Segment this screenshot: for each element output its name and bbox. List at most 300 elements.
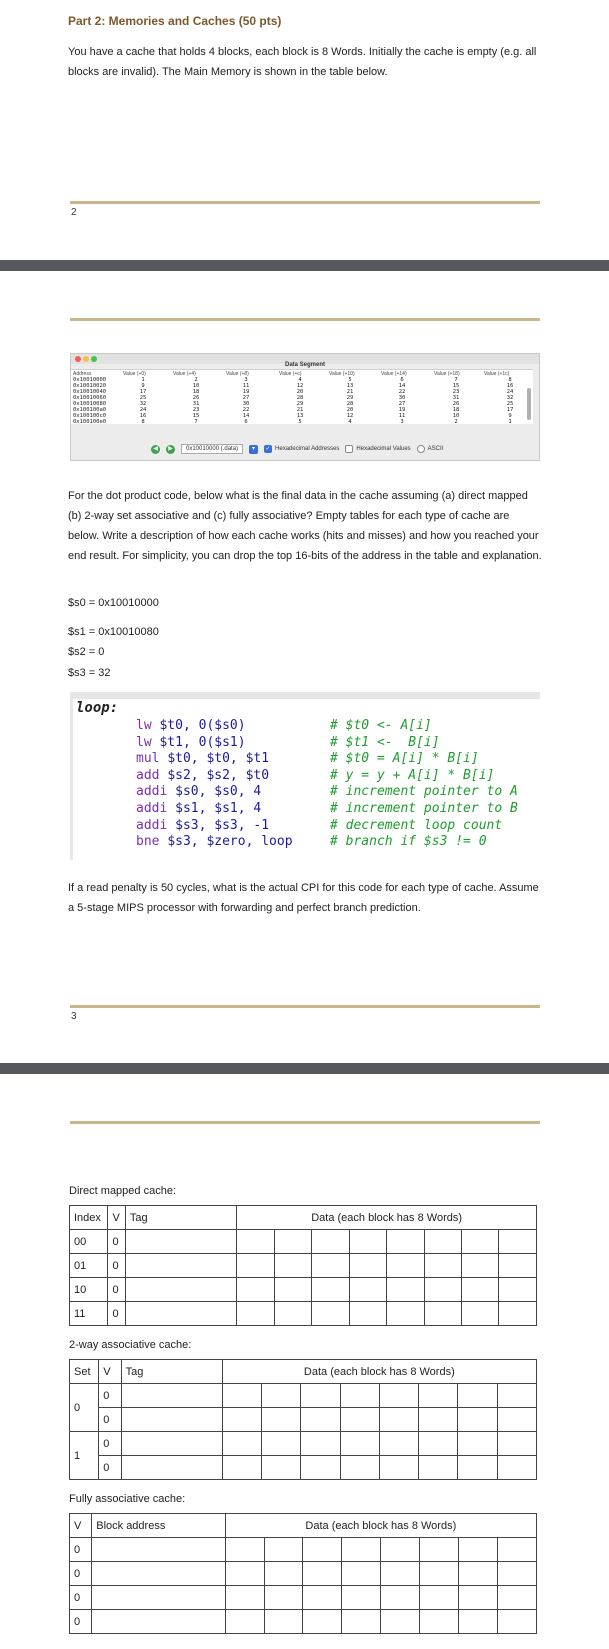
data-word-cell[interactable] bbox=[458, 1384, 497, 1408]
data-word-cell[interactable] bbox=[261, 1384, 300, 1408]
code-comment: # branch if $s3 != 0 bbox=[330, 834, 487, 850]
memory-value: 20 bbox=[296, 389, 304, 395]
memory-value: 19 bbox=[242, 389, 250, 395]
memory-value: 30 bbox=[398, 395, 406, 401]
tag-cell[interactable] bbox=[121, 1408, 222, 1432]
memory-value: 21 bbox=[346, 389, 354, 395]
memory-address: 0x10010040 bbox=[73, 389, 107, 395]
page-footer-rule bbox=[70, 201, 540, 204]
data-word-cell[interactable] bbox=[424, 1278, 461, 1302]
header-valid: V bbox=[99, 1360, 121, 1384]
data-word-cell[interactable] bbox=[237, 1278, 274, 1302]
memory-value: 18 bbox=[192, 389, 200, 395]
memory-value: 21 bbox=[296, 407, 304, 413]
table-row bbox=[70, 1538, 537, 1562]
memory-value: 31 bbox=[192, 401, 200, 407]
valid-cell[interactable]: 0 bbox=[99, 1384, 121, 1408]
code-line bbox=[136, 818, 269, 833]
page-footer-rule-2 bbox=[70, 1005, 540, 1008]
code-comment: # $t0 = A[i] * B[i] bbox=[330, 751, 479, 767]
data-word-cell[interactable] bbox=[459, 1610, 498, 1634]
memory-value: 32 bbox=[506, 395, 514, 401]
code-line bbox=[136, 784, 261, 799]
memory-value: 22 bbox=[398, 389, 406, 395]
memory-value: 29 bbox=[296, 401, 304, 407]
valid-cell[interactable]: 0 bbox=[99, 1456, 121, 1480]
memory-value: 17 bbox=[139, 389, 147, 395]
data-word-cell[interactable] bbox=[459, 1586, 498, 1610]
memory-address: 0x10010020 bbox=[73, 383, 107, 389]
data-word-cell[interactable] bbox=[342, 1610, 381, 1634]
data-word-cell[interactable] bbox=[274, 1302, 311, 1326]
memory-value: 14 bbox=[242, 413, 250, 419]
data-word-cell[interactable] bbox=[301, 1432, 340, 1456]
memory-value: 27 bbox=[398, 401, 406, 407]
code-line bbox=[136, 801, 261, 816]
direct-mapped-table bbox=[69, 1205, 537, 1326]
memory-value: 15 bbox=[452, 383, 460, 389]
direct-mapped-caption: Direct mapped cache: bbox=[69, 1185, 176, 1197]
two-way-caption: 2-way associative cache: bbox=[69, 1339, 192, 1351]
register-s1: $s1 = 0x10010080 bbox=[68, 626, 159, 638]
instruction-operands: $s3, $s3, -1 bbox=[175, 817, 270, 833]
data-word-cell[interactable] bbox=[458, 1408, 497, 1432]
data-word-cell[interactable] bbox=[387, 1230, 424, 1254]
table-row bbox=[70, 1408, 537, 1432]
ascii-radio[interactable] bbox=[417, 445, 425, 453]
code-line bbox=[136, 834, 293, 849]
valid-cell[interactable]: 0 bbox=[70, 1562, 92, 1586]
data-word-cell[interactable] bbox=[340, 1384, 379, 1408]
instruction-operands: $s2, $s2, $t0 bbox=[167, 767, 270, 783]
data-word-cell[interactable] bbox=[274, 1230, 311, 1254]
valid-cell[interactable]: 0 bbox=[108, 1230, 125, 1254]
data-word-cell[interactable] bbox=[312, 1230, 349, 1254]
memory-value: 29 bbox=[346, 395, 354, 401]
page-header-rule bbox=[70, 318, 540, 321]
data-word-cell[interactable] bbox=[274, 1278, 311, 1302]
memory-value: 31 bbox=[452, 395, 460, 401]
valid-cell[interactable]: 0 bbox=[70, 1538, 92, 1562]
tag-cell[interactable] bbox=[125, 1230, 236, 1254]
ascii-label: ASCII bbox=[427, 446, 444, 452]
hex-values-checkbox[interactable] bbox=[345, 445, 353, 453]
valid-cell[interactable]: 0 bbox=[99, 1432, 121, 1456]
data-word-cell[interactable] bbox=[381, 1586, 420, 1610]
data-word-cell[interactable] bbox=[379, 1408, 418, 1432]
instruction-operands: $s0, $s0, 4 bbox=[175, 784, 262, 800]
memory-value: 3 bbox=[400, 419, 404, 425]
data-word-cell[interactable] bbox=[225, 1538, 264, 1562]
data-word-cell[interactable] bbox=[301, 1384, 340, 1408]
memory-value: 23 bbox=[192, 407, 200, 413]
data-word-cell[interactable] bbox=[461, 1278, 498, 1302]
memory-value: 7 bbox=[454, 377, 458, 383]
tag-cell[interactable] bbox=[125, 1254, 236, 1278]
intro-paragraph: You have a cache that holds 4 blocks, each block is 8 Words. Initially the cache is empty (e.g. all blocks are invalid). The Main Memory is shown in the table below. bbox=[68, 46, 537, 78]
data-word-cell[interactable] bbox=[379, 1384, 418, 1408]
table-row bbox=[70, 1278, 537, 1302]
page-header-rule-2 bbox=[70, 1121, 540, 1124]
data-word-cell[interactable] bbox=[312, 1278, 349, 1302]
valid-cell[interactable]: 0 bbox=[70, 1586, 92, 1610]
column-header[interactable]: Value (+c) bbox=[279, 371, 302, 377]
column-header[interactable]: Address bbox=[73, 371, 92, 377]
page-number-3: 3 bbox=[71, 1011, 77, 1022]
data-word-cell[interactable] bbox=[301, 1408, 340, 1432]
memory-value: 27 bbox=[242, 395, 250, 401]
memory-value: 13 bbox=[346, 383, 354, 389]
block-address-cell[interactable] bbox=[92, 1562, 225, 1586]
table-row bbox=[70, 1610, 537, 1634]
code-comment: # y = y + A[i] * B[i] bbox=[330, 767, 495, 783]
memory-value: 17 bbox=[506, 407, 514, 413]
cpi-question: If a read penalty is 50 cycles, what is the actual CPI for this code for each type of cache. Assume a 5-stage MIPS processor with forwarding and perfect branch prediction. bbox=[68, 882, 539, 914]
data-word-cell[interactable] bbox=[237, 1230, 274, 1254]
instruction-operands: $t0, 0($s0) bbox=[159, 718, 246, 733]
header-valid: V bbox=[108, 1206, 125, 1230]
instruction-operands: $t0, $t0, $t1 bbox=[167, 751, 270, 767]
table-row bbox=[70, 1456, 537, 1480]
memory-value: 25 bbox=[139, 395, 147, 401]
hex-addresses-checkbox[interactable]: ✓ bbox=[265, 446, 271, 452]
memory-value: 16 bbox=[506, 383, 514, 389]
instruction-opcode: addi bbox=[136, 817, 168, 833]
segment-select[interactable]: 0x10010000 (.data) bbox=[181, 444, 243, 454]
fully-assoc-caption: Fully associative cache: bbox=[69, 1493, 186, 1505]
index-cell: 11 bbox=[70, 1302, 108, 1326]
data-word-cell[interactable] bbox=[420, 1586, 459, 1610]
data-word-cell[interactable] bbox=[342, 1586, 381, 1610]
data-word-cell[interactable] bbox=[379, 1456, 418, 1480]
data-word-cell[interactable] bbox=[303, 1538, 342, 1562]
data-word-cell[interactable] bbox=[499, 1230, 537, 1254]
index-cell: 00 bbox=[70, 1230, 108, 1254]
next-segment-icon[interactable]: ▶ bbox=[166, 445, 175, 454]
instruction-opcode: mul bbox=[136, 751, 160, 767]
column-header[interactable]: Value (+8) bbox=[226, 371, 249, 377]
data-word-cell[interactable] bbox=[419, 1408, 458, 1432]
set-cell: 0 bbox=[70, 1384, 99, 1432]
set-cell: 1 bbox=[70, 1432, 99, 1480]
data-word-cell[interactable] bbox=[349, 1302, 386, 1326]
tag-cell[interactable] bbox=[121, 1384, 222, 1408]
header-tag: Tag bbox=[121, 1360, 222, 1384]
data-word-cell[interactable] bbox=[349, 1254, 386, 1278]
data-word-cell[interactable] bbox=[461, 1254, 498, 1278]
data-word-cell[interactable] bbox=[458, 1456, 497, 1480]
data-word-cell[interactable] bbox=[497, 1456, 536, 1480]
valid-cell[interactable]: 0 bbox=[108, 1302, 125, 1326]
valid-cell[interactable]: 0 bbox=[99, 1408, 121, 1432]
hex-addresses-label: Hexadecimal Addresses bbox=[275, 446, 340, 452]
table-row bbox=[70, 1254, 537, 1278]
data-word-cell[interactable] bbox=[312, 1302, 349, 1326]
data-word-cell[interactable] bbox=[340, 1456, 379, 1480]
data-word-cell[interactable] bbox=[225, 1586, 264, 1610]
instruction-opcode: lw bbox=[136, 718, 152, 733]
memory-value: 2 bbox=[454, 419, 458, 425]
memory-address: 0x10010000 bbox=[73, 377, 107, 383]
two-way-table bbox=[69, 1359, 537, 1480]
code-line bbox=[136, 768, 269, 783]
memory-value: 7 bbox=[194, 419, 198, 425]
memory-value: 10 bbox=[452, 413, 460, 419]
data-word-cell[interactable] bbox=[498, 1610, 537, 1634]
memory-address: 0x100100a0 bbox=[73, 407, 107, 413]
memory-value: 5 bbox=[348, 377, 352, 383]
memory-value: 1 bbox=[508, 419, 512, 425]
memory-value: 6 bbox=[244, 419, 248, 425]
data-word-cell[interactable] bbox=[264, 1562, 303, 1586]
data-word-cell[interactable] bbox=[419, 1456, 458, 1480]
memory-value: 26 bbox=[452, 401, 460, 407]
page-number: 2 bbox=[71, 207, 77, 218]
memory-value: 4 bbox=[348, 419, 352, 425]
prev-segment-icon[interactable]: ◀ bbox=[151, 445, 160, 454]
data-word-cell[interactable] bbox=[497, 1384, 536, 1408]
data-word-cell[interactable] bbox=[499, 1302, 537, 1326]
memory-value: 12 bbox=[296, 383, 304, 389]
memory-value: 22 bbox=[242, 407, 250, 413]
instruction-opcode: bne bbox=[136, 834, 160, 850]
tag-cell[interactable] bbox=[125, 1302, 236, 1326]
memory-value: 8 bbox=[141, 419, 145, 425]
data-word-cell[interactable] bbox=[387, 1278, 424, 1302]
data-word-cell[interactable] bbox=[303, 1562, 342, 1586]
data-word-cell[interactable] bbox=[381, 1562, 420, 1586]
memory-value: 19 bbox=[398, 407, 406, 413]
data-word-cell[interactable] bbox=[225, 1610, 264, 1634]
memory-grid bbox=[71, 369, 533, 424]
data-word-cell[interactable] bbox=[498, 1562, 537, 1586]
memory-value: 24 bbox=[139, 407, 147, 413]
data-word-cell[interactable] bbox=[349, 1278, 386, 1302]
data-word-cell[interactable] bbox=[497, 1408, 536, 1432]
data-word-cell[interactable] bbox=[459, 1562, 498, 1586]
data-word-cell[interactable] bbox=[264, 1586, 303, 1610]
block-address-cell[interactable] bbox=[92, 1586, 225, 1610]
memory-value: 25 bbox=[506, 401, 514, 407]
memory-value: 28 bbox=[296, 395, 304, 401]
code-comment: # increment pointer to A bbox=[330, 784, 518, 800]
index-cell: 10 bbox=[70, 1278, 108, 1302]
data-word-cell[interactable] bbox=[222, 1384, 261, 1408]
code-comment: # decrement loop count bbox=[330, 817, 503, 833]
data-word-cell[interactable] bbox=[419, 1432, 458, 1456]
memory-value: 13 bbox=[296, 413, 304, 419]
data-word-cell[interactable] bbox=[420, 1610, 459, 1634]
column-header[interactable]: Value (+14) bbox=[381, 371, 407, 377]
register-s3: $s3 = 32 bbox=[68, 667, 111, 679]
instruction-operands: $s3, $zero, loop bbox=[167, 834, 293, 850]
data-word-cell[interactable] bbox=[237, 1302, 274, 1326]
data-word-cell[interactable] bbox=[420, 1538, 459, 1562]
data-word-cell[interactable] bbox=[387, 1302, 424, 1326]
code-block bbox=[70, 692, 540, 860]
table-row bbox=[70, 1432, 537, 1456]
data-word-cell[interactable] bbox=[459, 1538, 498, 1562]
memory-value: 11 bbox=[242, 383, 250, 389]
header-data: Data (each block has 8 Words) bbox=[225, 1514, 536, 1538]
header-data: Data (each block has 8 Words) bbox=[222, 1360, 536, 1384]
valid-cell[interactable]: 0 bbox=[108, 1278, 125, 1302]
data-word-cell[interactable] bbox=[222, 1432, 261, 1456]
data-word-cell[interactable] bbox=[264, 1610, 303, 1634]
block-address-cell[interactable] bbox=[92, 1538, 225, 1562]
data-word-cell[interactable] bbox=[498, 1586, 537, 1610]
data-word-cell[interactable] bbox=[419, 1384, 458, 1408]
data-word-cell[interactable] bbox=[225, 1562, 264, 1586]
data-word-cell[interactable] bbox=[261, 1456, 300, 1480]
register-s0: $s0 = 0x10010000 bbox=[68, 597, 159, 609]
chevron-down-icon[interactable]: ▾ bbox=[249, 445, 258, 454]
page-separator bbox=[0, 260, 609, 271]
data-word-cell[interactable] bbox=[303, 1610, 342, 1634]
code-line bbox=[136, 751, 269, 766]
data-word-cell[interactable] bbox=[222, 1408, 261, 1432]
data-word-cell[interactable] bbox=[424, 1302, 461, 1326]
memory-address: 0x10010080 bbox=[73, 401, 107, 407]
data-word-cell[interactable] bbox=[420, 1562, 459, 1586]
data-word-cell[interactable] bbox=[461, 1302, 498, 1326]
data-segment-title: Data Segment bbox=[284, 362, 325, 368]
column-header[interactable]: Value (+4) bbox=[173, 371, 196, 377]
memory-value: 12 bbox=[346, 413, 354, 419]
header-set: Set bbox=[70, 1360, 99, 1384]
data-word-cell[interactable] bbox=[498, 1538, 537, 1562]
data-word-cell[interactable] bbox=[461, 1230, 498, 1254]
data-word-cell[interactable] bbox=[424, 1254, 461, 1278]
instruction-operands: $s1, $s1, 4 bbox=[175, 801, 262, 816]
memory-value: 1 bbox=[141, 377, 145, 383]
header-index: Index bbox=[70, 1206, 108, 1230]
data-word-cell[interactable] bbox=[381, 1610, 420, 1634]
data-word-cell[interactable] bbox=[424, 1230, 461, 1254]
memory-value: 2 bbox=[194, 377, 198, 383]
header-tag: Tag bbox=[125, 1206, 236, 1230]
table-row bbox=[70, 1302, 537, 1326]
data-word-cell[interactable] bbox=[340, 1432, 379, 1456]
memory-value: 9 bbox=[508, 413, 512, 419]
memory-value: 3 bbox=[244, 377, 248, 383]
data-segment-window bbox=[70, 353, 540, 461]
memory-value: 32 bbox=[139, 401, 147, 407]
loop-label: loop: bbox=[76, 700, 119, 716]
memory-value: 10 bbox=[192, 383, 200, 389]
code-line bbox=[136, 718, 246, 733]
code-line bbox=[136, 735, 246, 750]
data-word-cell[interactable] bbox=[303, 1586, 342, 1610]
valid-cell[interactable]: 0 bbox=[108, 1254, 125, 1278]
data-word-cell[interactable] bbox=[349, 1230, 386, 1254]
memory-value: 11 bbox=[398, 413, 406, 419]
memory-address: 0x100100c0 bbox=[73, 413, 107, 419]
data-word-cell[interactable] bbox=[342, 1562, 381, 1586]
data-word-cell[interactable] bbox=[222, 1456, 261, 1480]
part-heading: Part 2: Memories and Caches (50 pts) bbox=[68, 14, 282, 28]
memory-value: 14 bbox=[398, 383, 406, 389]
data-word-cell[interactable] bbox=[499, 1254, 537, 1278]
memory-value: 5 bbox=[298, 419, 302, 425]
instruction-opcode: addi bbox=[136, 784, 168, 800]
block-address-cell[interactable] bbox=[92, 1610, 225, 1634]
code-comment: # increment pointer to B bbox=[330, 801, 518, 816]
memory-value: 23 bbox=[452, 389, 460, 395]
data-word-cell[interactable] bbox=[342, 1538, 381, 1562]
instruction-opcode: add bbox=[136, 767, 160, 783]
data-word-cell[interactable] bbox=[312, 1254, 349, 1278]
memory-value: 18 bbox=[452, 407, 460, 413]
tag-cell[interactable] bbox=[125, 1278, 236, 1302]
data-word-cell[interactable] bbox=[264, 1538, 303, 1562]
table-header-row bbox=[70, 1206, 537, 1230]
register-s2: $s2 = 0 bbox=[68, 646, 105, 658]
instruction-opcode: addi bbox=[136, 801, 168, 816]
memory-value: 28 bbox=[346, 401, 354, 407]
column-header[interactable]: Value (+1c) bbox=[484, 371, 510, 377]
memory-value: 4 bbox=[298, 377, 302, 383]
code-block-border bbox=[70, 692, 540, 699]
column-header[interactable]: Value (+0) bbox=[123, 371, 146, 377]
instruction-operands: $t1, 0($s1) bbox=[159, 734, 246, 750]
data-word-cell[interactable] bbox=[274, 1254, 311, 1278]
data-word-cell[interactable] bbox=[301, 1456, 340, 1480]
data-word-cell[interactable] bbox=[458, 1432, 497, 1456]
page-separator-2 bbox=[0, 1063, 609, 1074]
data-word-cell[interactable] bbox=[261, 1408, 300, 1432]
hex-values-label: Hexadecimal Values bbox=[356, 446, 411, 452]
code-comment: # $t1 <- B[i] bbox=[330, 734, 440, 750]
code-comment: # $t0 <- A[i] bbox=[330, 718, 432, 733]
tag-cell[interactable] bbox=[121, 1432, 222, 1456]
table-row bbox=[70, 1562, 537, 1586]
header-block-address: Block address bbox=[92, 1514, 225, 1538]
table-header-row bbox=[70, 1360, 537, 1384]
data-word-cell[interactable] bbox=[237, 1254, 274, 1278]
column-header[interactable]: Value (+18) bbox=[434, 371, 460, 377]
data-word-cell[interactable] bbox=[379, 1432, 418, 1456]
memory-address: 0x100100e0 bbox=[73, 419, 107, 425]
table-header-row bbox=[70, 1514, 537, 1538]
code-block-border-left bbox=[70, 699, 73, 860]
memory-value: 15 bbox=[192, 413, 200, 419]
memory-address: 0x10010060 bbox=[73, 395, 107, 401]
table-row bbox=[70, 1586, 537, 1610]
question-paragraph: For the dot product code, below what is the final data in the cache assuming (a) direct mapped (b) 2-way set associative and (c) fully associative? Empty tables for each type of cache are below. Write a description of how each cache works (hits and misses) and how you reached your end result. For simplicity, you can drop the top 16-bits of the address in the table and explanation. bbox=[68, 490, 542, 562]
data-word-cell[interactable] bbox=[261, 1432, 300, 1456]
table-row bbox=[70, 1230, 537, 1254]
tag-cell[interactable] bbox=[121, 1456, 222, 1480]
column-header[interactable]: Value (+10) bbox=[329, 371, 355, 377]
data-word-cell[interactable] bbox=[381, 1538, 420, 1562]
table-row bbox=[70, 1384, 537, 1408]
memory-value: 8 bbox=[508, 377, 512, 383]
memory-value: 6 bbox=[400, 377, 404, 383]
scrollbar[interactable] bbox=[527, 388, 531, 420]
memory-value: 9 bbox=[141, 383, 145, 389]
memory-value: 24 bbox=[506, 389, 514, 395]
data-word-cell[interactable] bbox=[340, 1408, 379, 1432]
data-word-cell[interactable] bbox=[387, 1254, 424, 1278]
data-word-cell[interactable] bbox=[499, 1278, 537, 1302]
memory-value: 30 bbox=[242, 401, 250, 407]
valid-cell[interactable]: 0 bbox=[70, 1610, 92, 1634]
instruction-opcode: lw bbox=[136, 734, 152, 750]
data-word-cell[interactable] bbox=[497, 1432, 536, 1456]
memory-value: 26 bbox=[192, 395, 200, 401]
segment-controls bbox=[151, 443, 443, 455]
